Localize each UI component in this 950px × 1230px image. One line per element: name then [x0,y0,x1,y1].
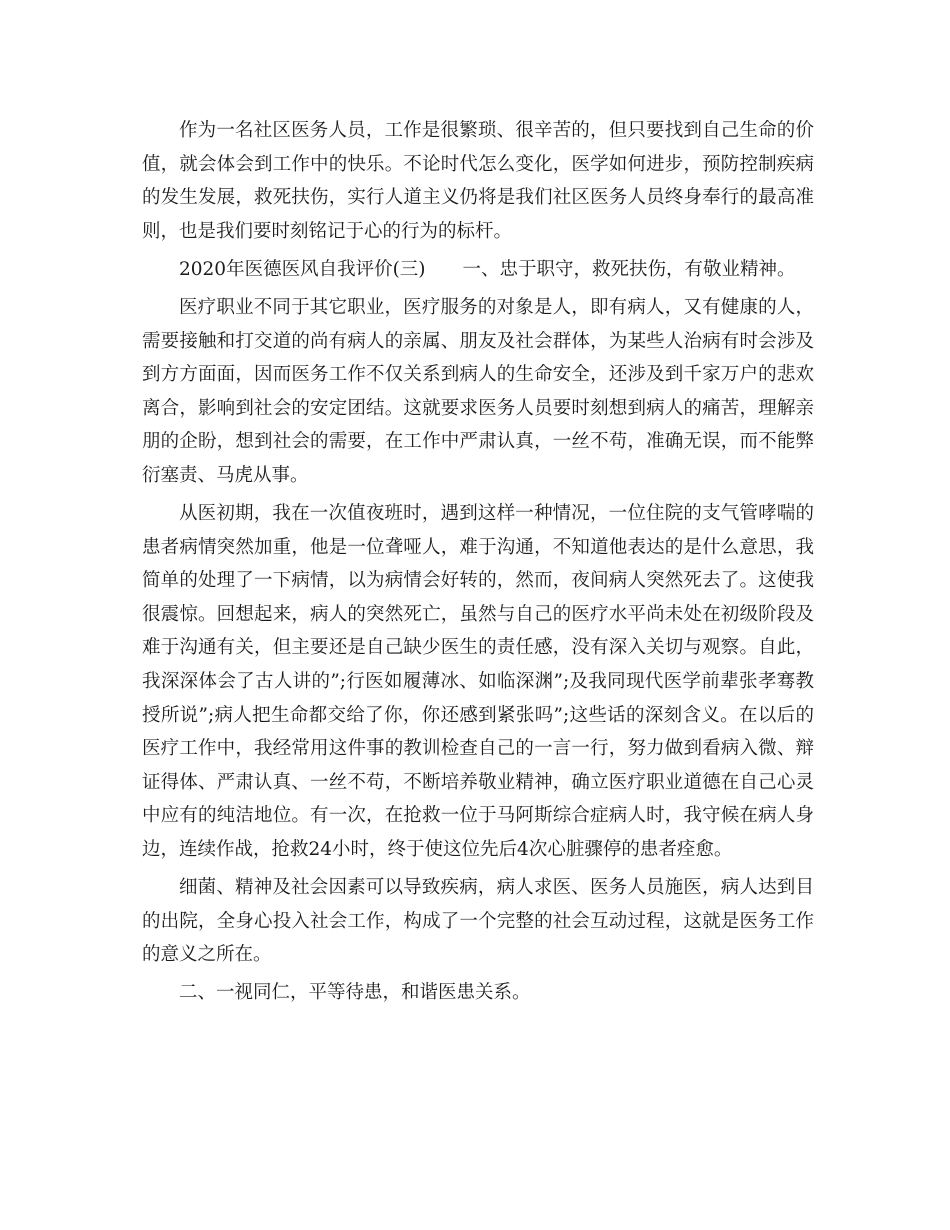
paragraph-social-factors: 细菌、精神及社会因素可以导致疾病，病人求医、医务人员施医，病人达到目的出院，全身心投入社会工作，构成了一个完整的社会互动过程，这就是医务工作的意义之所在。 [142,877,814,966]
paragraph-community-worker: 作为一名社区医务人员，工作是很繁琐、很辛苦的，但只要找到自己生命的价值，就会体会到工作中的快乐。不论时代怎么变化，医学如何进步，预防控制疾病的发生发展，救死扶伤，实行人道主义仍将是我们社区医务人员终身奉行的最高准则，也是我们要时刻铭记于心的行为的标杆。 [142,120,814,242]
paragraph-equal-treatment: 二、一视同仁，平等待患，和谐医患关系。 [179,982,531,1004]
paragraph-early-career: 从医初期，我在一次值夜班时，遇到这样一种情况，一位住院的支气管哮喘的患者病情突然加重，他是一位聋哑人，难于沟通，不知道他表达的是什么意思，我简单的处理了一下病情，以为病情会好转的，然而，夜间病人突然死去了。这使我很震惊。回想起来，病人的突然死亡，虽然与自己的医疗水平尚未处在初级阶段及难于沟通有关，但主要还是自己缺少医生的责任感，没有深入关切与观察。自此，我深深体会了古人讲的”;行医如履薄冰、如临深渊”;及我同现代医学前辈张孝骞教授所说”;病人把生命都交给了你，你还感到紧张吗”;这些话的深刻含义。在以后的医疗工作中，我经常用这件事的教训检查自己的一言一行，努力做到看病入微、辩证得体、严肃认真、一丝不苟，不断培养敬业精神，确立医疗职业道德在自己心灵中应有的纯洁地位。有一次，在抢救一位于马阿斯综合症病人时，我守候在病人身边，连续作战，抢救24小时，终于使这位先后4次心脏骤停的患者痊愈。 [142,503,814,860]
document-body [142,114,814,1014]
paragraph-section-heading: 2020年医德医风自我评价(三) 一、忠于职守，救死扶伤，有敬业精神。 [179,258,796,280]
paragraph-medical-profession: 医疗职业不同于其它职业，医疗服务的对象是人，即有病人，又有健康的人，需要接触和打交道的尚有病人的亲属、朋友及社会群体，为某些人治病有时会涉及到方方面面，因而医务工作不仅关系到病人的生命安全，还涉及到千家万户的悲欢离合，影响到社会的安定团结。这就要求医务人员要时刻想到病人的痛苦，理解亲朋的企盼，想到社会的需要，在工作中严肃认真，一丝不苟，准确无误，而不能弊衍塞责、马虎从事。 [142,296,814,486]
